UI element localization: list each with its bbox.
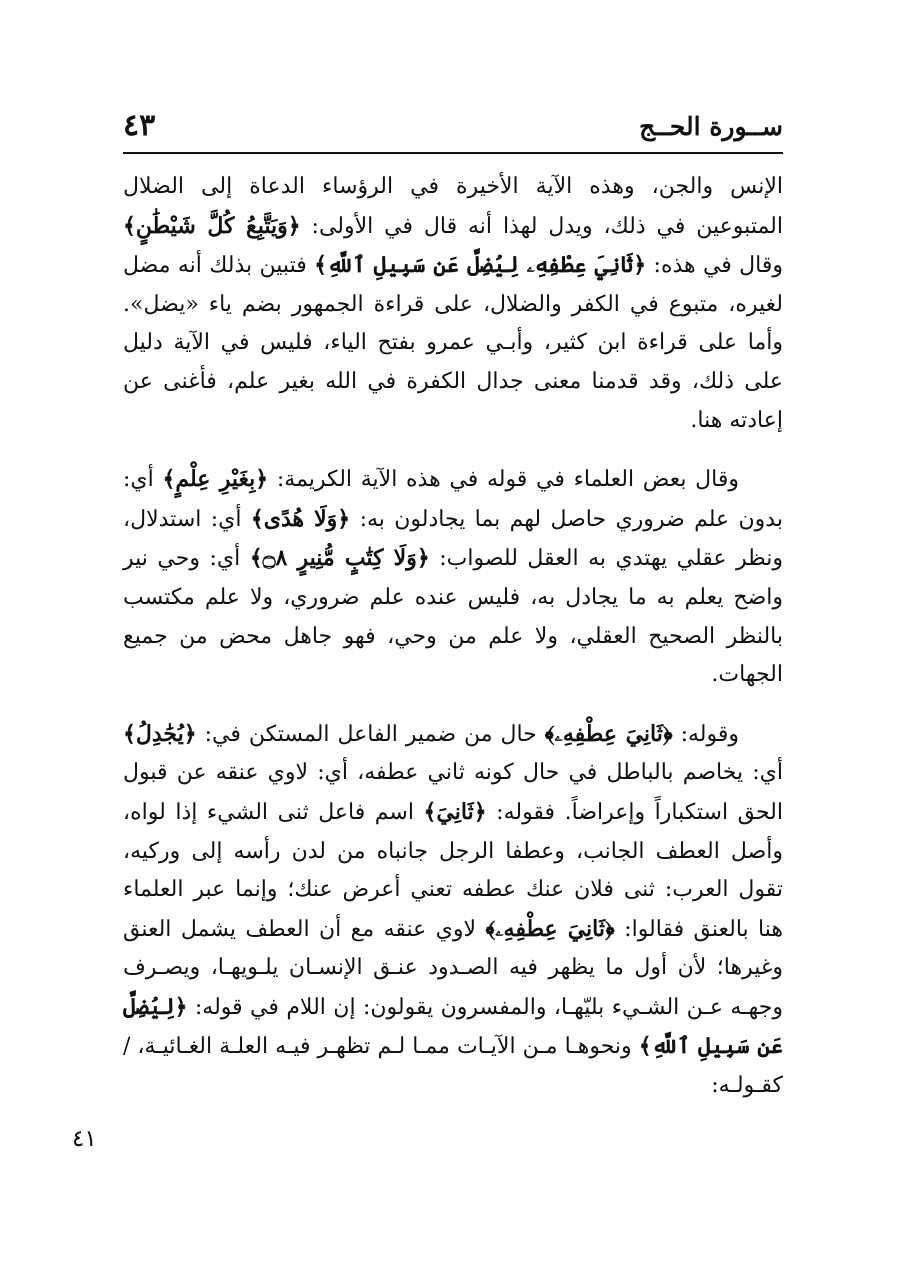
quran-verse: ﴿ثَانِيَ عِطْفِهِۦ لِيُضِلَّ عَن سَبِيلِ ٱللَّهِ﴾: [314, 252, 647, 279]
text-segment: وقال في هذه:: [646, 253, 784, 279]
page-header: [123, 108, 783, 154]
text-segment: فتبين بذلك أنه مضل لغيره، متبوع في الكفر والضلال، على قراءة الجمهور بضم ياء «يضل». وأما على قراءة ابن كثير، وأبـي عمرو بفتح الياء، فليس في الآية دليل على ذلك، وقد قدمنا معنى جدال الكفرة في الله بغير علم، فأغنى عن إعادته هنا.: [123, 253, 783, 433]
text-segment: لاوي عنقه مع أن العطف يشمل العنق وغيرها؛ لأن أول ما يظهر فيه الصـدود عنـق الإنسـان يلـويهـا، ويصـرف وجهـه عـن الشـيء بليّهـا، والمفسرون يقولون: إن اللام في قوله:: [123, 916, 783, 1020]
surah-title: ســورة الحــج: [639, 112, 783, 141]
text-segment: وقال بعض العلماء في قوله في هذه الآية الكريمة:: [268, 467, 739, 493]
quran-verse: ﴿ثَانِيَ عِطْفِهِۦ﴾: [544, 720, 673, 747]
quran-verse: ﴿يُجَٰدِلُ﴾: [123, 720, 197, 747]
text-segment: أي: وحي نير واضح يعلم به ما يجادل به، فليس عنده علم ضروري، ولا علم مكتسب بالنظر الصحيح العقلي، ولا علم من وحي، فهو جاهل محض من جميع الجهات.: [123, 546, 783, 688]
text-segment: ونحوهـا مـن الآيـات ممـا لـم تظهـر فيـه العلـة الغـائيـة، /كقـولـه:: [123, 1034, 783, 1099]
quran-verse: ﴿بِغَيْرِ عِلْمٍ﴾: [162, 466, 269, 493]
paragraph-2: [123, 460, 783, 695]
paragraph-3: [123, 715, 783, 1106]
quran-verse: ﴿ثَانِيَ عِطْفِهِۦ﴾: [485, 915, 615, 942]
quran-verse: ﴿ثَانِيَ﴾: [423, 798, 487, 825]
text-segment: أي: يخاصم بالباطل في حال كونه ثاني عطفه، أي: لاوي عنقه عن قبول الحق استكباراً وإعراضاً. فقوله:: [123, 760, 783, 825]
quran-verse: ﴿لِيُضِلَّ عَن سَبِيلِ ٱللَّهِ﴾: [123, 993, 783, 1060]
text-segment: الإنس والجن، وهذه الآية الأخيرة في الرؤساء الدعاة إلى الضلال المتبوعين في ذلك، ويدل لهذا أنه قال في الأولى:: [123, 174, 783, 239]
quran-verse: ﴿وَيَتَّبِعُ كُلَّ شَيْطَٰنٍ﴾: [123, 212, 301, 239]
text-segment: اسم فاعل ثنى الشيء إذا لواه، وأصل العطف الجانب، وعطفا الرجل جانباه من لدن رأسه إلى وركيه، تقول العرب: ثنى فلان عنك عطفه تعني أعرض عنك؛ وإنما عبر العلماء هنا بالعنق فقالوا:: [123, 799, 783, 942]
paragraph-1: [123, 168, 783, 440]
text-segment: وقوله:: [672, 721, 739, 747]
text-segment: أي: استدلال، ونظر عقلي يهتدي به العقل للصواب:: [123, 506, 783, 572]
text-segment: حال من ضمير الفاعل المستكن في:: [196, 721, 545, 747]
margin-page-reference: ٤١: [72, 1126, 97, 1152]
body-text: [123, 168, 783, 1106]
quran-verse: ﴿وَلَا كِتَٰبٍ مُّنِيرٍ ۝٨﴾: [249, 545, 430, 572]
text-segment: أي: بدون علم ضروري حاصل لهم بما يجادلون به:: [123, 467, 783, 532]
page-number: ٤٣: [123, 108, 156, 143]
quran-verse: ﴿وَلَا هُدًى﴾: [250, 505, 351, 532]
